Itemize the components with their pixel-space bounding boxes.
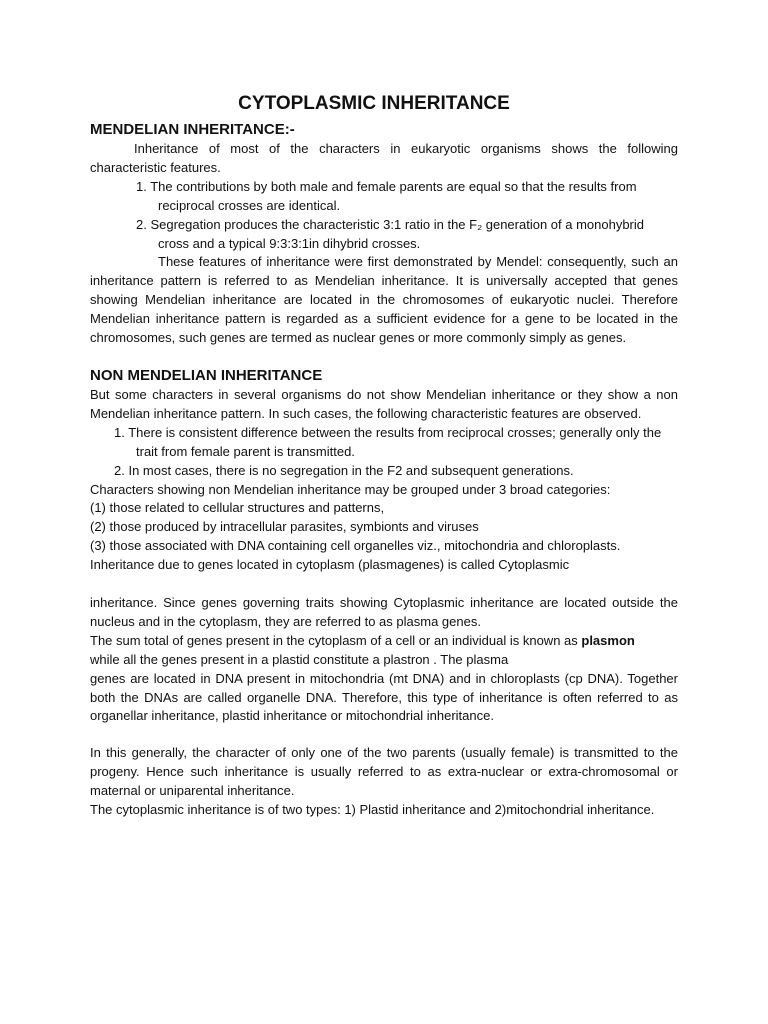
- continuation-paragraph-2-line2: while all the genes present in a plastid constitute a plastron . The plasma: [90, 651, 509, 667]
- plasmon-sentence: The sum total of genes present in the cytoplasm of a cell or an individual is known as: [90, 632, 582, 648]
- paragraph-gap: [90, 575, 678, 594]
- non-mendelian-intro-paragraph: But some characters in several organisms do not show Mendelian inheritance or they show a non Mendelian inheritance pattern. In such cases, the following characteristic features are observed.: [90, 386, 678, 421]
- continuation-paragraph-5: The cytoplasmic inheritance is of two types: 1) Plastid inheritance and 2)mitochondrial inheritance.: [90, 802, 655, 818]
- category-item-3: (3) those associated with DNA containing cell organelles viz., mitochondria and chloroplasts.: [90, 538, 621, 554]
- category-item-2: (2) those produced by intracellular parasites, symbionts and viruses: [90, 519, 479, 535]
- mendelian-conclusion-paragraph: These features of inheritance were first demonstrated by Mendel: consequently, such an inheritance pattern is referred to as Mendelian inheritance. It is universally accepted that genes showing Mendelian inheritance are located in the chromosomes of eukaryotic nuclei. Therefore Mendelian inheritance pattern is regarded as a sufficient evidence for a gene to be located in the chromosomes, such genes are termed as nuclear genes or more commonly simply as genes.: [90, 254, 678, 346]
- continuation-paragraph-2: [90, 632, 678, 651]
- mendelian-point-2: 2. Segregation produces the characteristic 3:1 ratio in the F₂ generation of a monohybrid cross and a typical 9:3:3:1in dihybrid crosses.: [136, 216, 645, 251]
- document-body: [90, 92, 678, 820]
- mendelian-intro-paragraph: Inheritance of most of the characters in eukaryotic organisms shows the following characteristic features.: [90, 141, 678, 175]
- paragraph-gap: [90, 726, 678, 744]
- non-mendelian-point-1: 1. There is consistent difference between the results from reciprocal crosses; generally only the trait from female parent is transmitted.: [114, 424, 662, 459]
- cytoplasmic-definition: Inheritance due to genes located in cytoplasm (plasmagenes) is called Cytoplasmic: [90, 557, 570, 573]
- mendelian-point-1: 1. The contributions by both male and female parents are equal so that the results from reciprocal crosses are identical.: [136, 178, 637, 213]
- continuation-paragraph-1: inheritance. Since genes governing traits showing Cytoplasmic inheritance are located outside the nucleus and in the cytoplasm, they are referred to as plasma genes.: [90, 595, 678, 629]
- section-heading-mendelian: MENDELIAN INHERITANCE:-: [90, 121, 295, 138]
- categories-intro: Characters showing non Mendelian inheritance may be grouped under 3 broad categories:: [90, 481, 611, 497]
- non-mendelian-point-2: 2. In most cases, there is no segregation in the F2 and subsequent generations.: [114, 462, 574, 478]
- category-item-1: (1) those related to cellular structures and patterns,: [90, 500, 385, 516]
- section-heading-non-mendelian: NON MENDELIAN INHERITANCE: [90, 366, 323, 384]
- continuation-paragraph-4: In this generally, the character of only one of the two parents (usually female) is transmitted to the progeny. Hence such inheritance is usually referred to as extra-nuclear or extra-chromosomal or maternal or uniparental inheritance.: [90, 745, 678, 799]
- plasmon-term: plasmon: [581, 632, 635, 648]
- document-title: CYTOPLASMIC INHERITANCE: [238, 93, 510, 114]
- continuation-paragraph-3: genes are located in DNA present in mitochondria (mt DNA) and in chloroplasts (cp DNA). Together both the DNAs are called organelle DNA. Therefore, this type of inheritance is often referred to as organellar inheritance, plastid inheritance or mitochondrial inheritance.: [90, 670, 678, 724]
